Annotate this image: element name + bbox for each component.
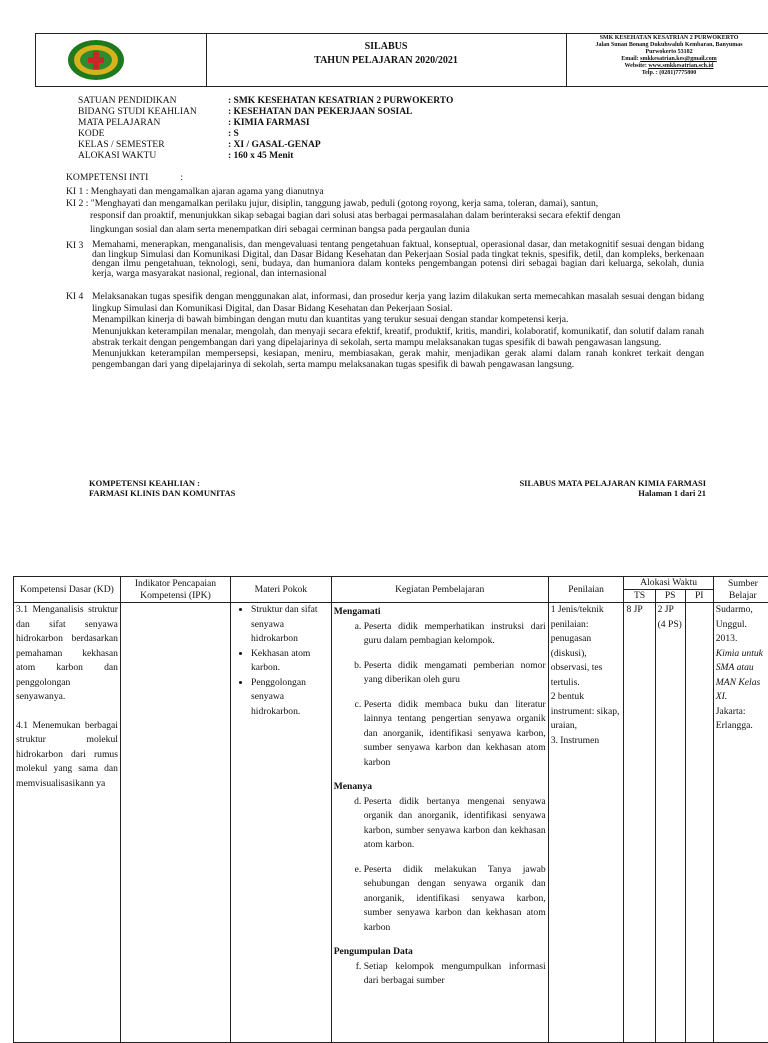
page-number: Halaman 1 dari 21	[500, 488, 706, 498]
ki-heading: KOMPETENSI INTI :	[66, 172, 706, 184]
syllabus-table	[13, 576, 768, 1043]
identity-row: BIDANG STUDI KEAHLIAN : KESEHATAN DAN PEKERJAAN SOSIAL	[78, 107, 453, 118]
section-pengumpulan: Pengumpulan Data	[334, 945, 546, 960]
header-penilaian: Penilaian	[548, 577, 624, 603]
section-menanya: Menanya	[334, 780, 546, 795]
kd-cell: 3.1 Menganalisis struktur dan sifat senyawa hidrokarbon berdasarkan pemahaman kekhasan atom karbon dan penggolongan senyawanya. 4.1 Menemukan berbagai struktur molekul hidrokarbon dari rumus molekul yang sama dan memvisualisasikann ya	[14, 603, 121, 1043]
materi-item: • Kekhasan atom karbon.	[251, 647, 329, 676]
table-header-row	[14, 577, 768, 590]
materi-item: • Struktur dan sifat senyawa hidrokarbon	[251, 603, 329, 647]
identity-block	[78, 96, 453, 162]
list-item: e. Peserta didik melakukan Tanya jawab sehubungan dengan senyawa organik dan anorganik, identifikasi senyawa karbon, sumber senyawa karbon dan kekhasan atom karbon	[364, 863, 546, 936]
ki2: KI 2 : "Menghayati dan mengamalkan perilaku jujur, disiplin, tanggung jawab, peduli (gotong royong, kerja sama, toleran, damai), santun, responsif dan proaktif, menunjukkan sikap sebagai bagian dari solusi atas berbagai permasalahan dalam berinteraksi secara efektif dengan lingkungan sosial dan alam serta menempatkan diri sebagai cerminan bangsa pada pergaulan dunia	[66, 198, 716, 236]
footer-right: SILABUS MATA PELAJARAN KIMIA FARMASI Halaman 1 dari 21	[500, 478, 706, 498]
school-phone: Telp. : (0281)7775800	[567, 70, 768, 77]
list-item: f. Setiap kelompok mengumpulkan informasi dari berbagai sumber	[364, 960, 546, 989]
header-materi: Materi Pokok	[230, 577, 331, 603]
header-kegiatan: Kegiatan Pembelajaran	[331, 577, 548, 603]
title-cell	[206, 34, 567, 86]
email-link[interactable]: smkkesatrian.kes@gmail.com	[640, 56, 717, 62]
header-ipk: Indikator Pencapaian Kompetensi (IPK)	[120, 577, 230, 603]
footer-left: KOMPETENSI KEAHLIAN : FARMASI KLINIS DAN KOMUNITAS	[89, 478, 235, 498]
ts-cell: 8 JP	[624, 603, 655, 1043]
identity-row: MATA PELAJARAN : KIMIA FARMASI	[78, 118, 453, 129]
school-name: SMK KESEHATAN KESATRIAN 2 PURWOKERTO	[567, 35, 768, 42]
identity-row: KODE : S	[78, 129, 453, 140]
ps-cell: 2 JP (4 PS)	[655, 603, 685, 1043]
ki4: KI 4 Melaksanakan tugas spesifik dengan menggunakan alat, informasi, dan prosedur kerja yang lazim dilakukan serta memecahkan masalah sesuai dengan bidang lingkup Simulasi dan Komunikasi Digital, dan Dasar Bidang Kesehatan dan Pekerjaan Sosial. Menampilkan kinerja di bawah bimbingan dengan mutu dan kuantitas yang terukur sesuai dengan standar kompetensi kerja. Menunjukkan keterampilan menalar, mengolah, dan menyaji secara efektif, kreatif, produktif, kritis, mandiri, kolaboratif, komunikatif, dan solutif dalam ranah abstrak terkait dengan pengembangan dari yang dipelajarinya di sekolah, serta mampu melaksanakan tugas spesifik di bawah pengawasan langsung. Menunjukkan keterampilan mempersepsi, kesiapan, meniru, membiasakan, gerak mahir, menjadikan gerak alami dalam ranah konkret terkait dengan pengembangan dari yang dipelajarinya di sekolah, serta mampu melaksanakan tugas spesifik di bawah pengawasan langsung.	[66, 291, 704, 370]
kegiatan-cell	[331, 603, 548, 1043]
header-pi: PI	[685, 590, 713, 603]
identity-row: ALOKASI WAKTU : 160 x 45 Menit	[78, 151, 453, 162]
pi-cell	[685, 603, 713, 1043]
logo-cell	[36, 34, 207, 86]
academic-year: TAHUN PELAJARAN 2020/2021	[206, 54, 566, 68]
list-item: b. Peserta didik mengamati pemberian nomor yang diberikan oleh guru	[364, 659, 546, 688]
document-header	[35, 33, 768, 87]
school-address: Jalan Sunan Bonang Dukuhwaluh Kembaran, Banyumas	[567, 42, 768, 49]
ipk-cell	[120, 603, 230, 1043]
school-city: Purwokerto 53182	[567, 49, 768, 56]
school-email: Email: smkkesatrian.kes@gmail.com	[567, 56, 768, 63]
table-row	[14, 603, 768, 1043]
penilaian-cell: 1 Jenis/teknik penilaian: penugasan (diskusi), observasi, tes tertulis. 2 bentuk instrument: sikap, uraian, 3. Instrumen	[548, 603, 624, 1043]
sumber-cell: Sudarmo, Unggul. 2013. Kimia untuk SMA atau MAN Kelas XI. Jakarta: Erlangga.	[713, 603, 768, 1043]
school-website: Website: www.smkkesatrian.sch.id	[567, 63, 768, 70]
list-item: a. Peserta didik memperhatikan instruksi dari guru dalam pembagian kelompok.	[364, 620, 546, 649]
school-info	[567, 34, 768, 86]
materi-cell	[230, 603, 331, 1043]
materi-item: • Penggolongan senyawa hidrokarbon.	[251, 676, 329, 720]
header-sumber: Sumber Belajar	[713, 577, 768, 603]
syllabus-title: SILABUS	[206, 40, 566, 54]
website-link[interactable]: www.smkkesatrian.sch.id	[648, 63, 713, 69]
list-item: d. Peserta didik bertanya mengenai senyawa organik dan anorganik, identifikasi senyawa karbon, sumber senyawa karbon dan kekhasan atom karbon.	[364, 795, 546, 853]
school-logo-icon	[66, 38, 126, 82]
ki3: KI 3 Memahami, menerapkan, menganalisis, dan mengevaluasi tentang pengetahuan faktual, konseptual, operasional dasar, dan metakognitif sesuai dengan bidang dan lingkup Simulasi dan Komunikasi Digital, dan Dasar Bidang Kesehatan dan Pekerjaan Sosial pada tingkat teknis, spesifik, detil, dan kompleks, berkenaan dengan ilmu pengetahuan, teknologi, seni, budaya, dan humaniora dalam konteks pengembangan potensi diri sebagai bagian dari keluarga, sekolah, dunia kerja, warga masyarakat nasional, regional, dan internasional	[66, 240, 704, 278]
header-ts: TS	[624, 590, 655, 603]
list-item: c. Peserta didik membaca buku dan literatur lainnya tentang pengertian senyawa organik dan anorganik, identifikasi senyawa karbon, sumber senyawa karbon dan kekhasan atom karbon	[364, 698, 546, 771]
header-ps: PS	[655, 590, 685, 603]
identity-row: KELAS / SEMESTER : XI / GASAL-GENAP	[78, 140, 453, 151]
ki1: KI 1 : Menghayati dan mengamalkan ajaran agama yang dianutnya	[66, 186, 706, 198]
header-kd: Kompetensi Dasar (KD)	[14, 577, 121, 603]
section-mengamati: Mengamati	[334, 605, 546, 620]
identity-row: SATUAN PENDIDIKAN : SMK KESEHATAN KESATRIAN 2 PURWOKERTO	[78, 96, 453, 107]
header-alokasi: Alokasi Waktu	[624, 577, 713, 590]
